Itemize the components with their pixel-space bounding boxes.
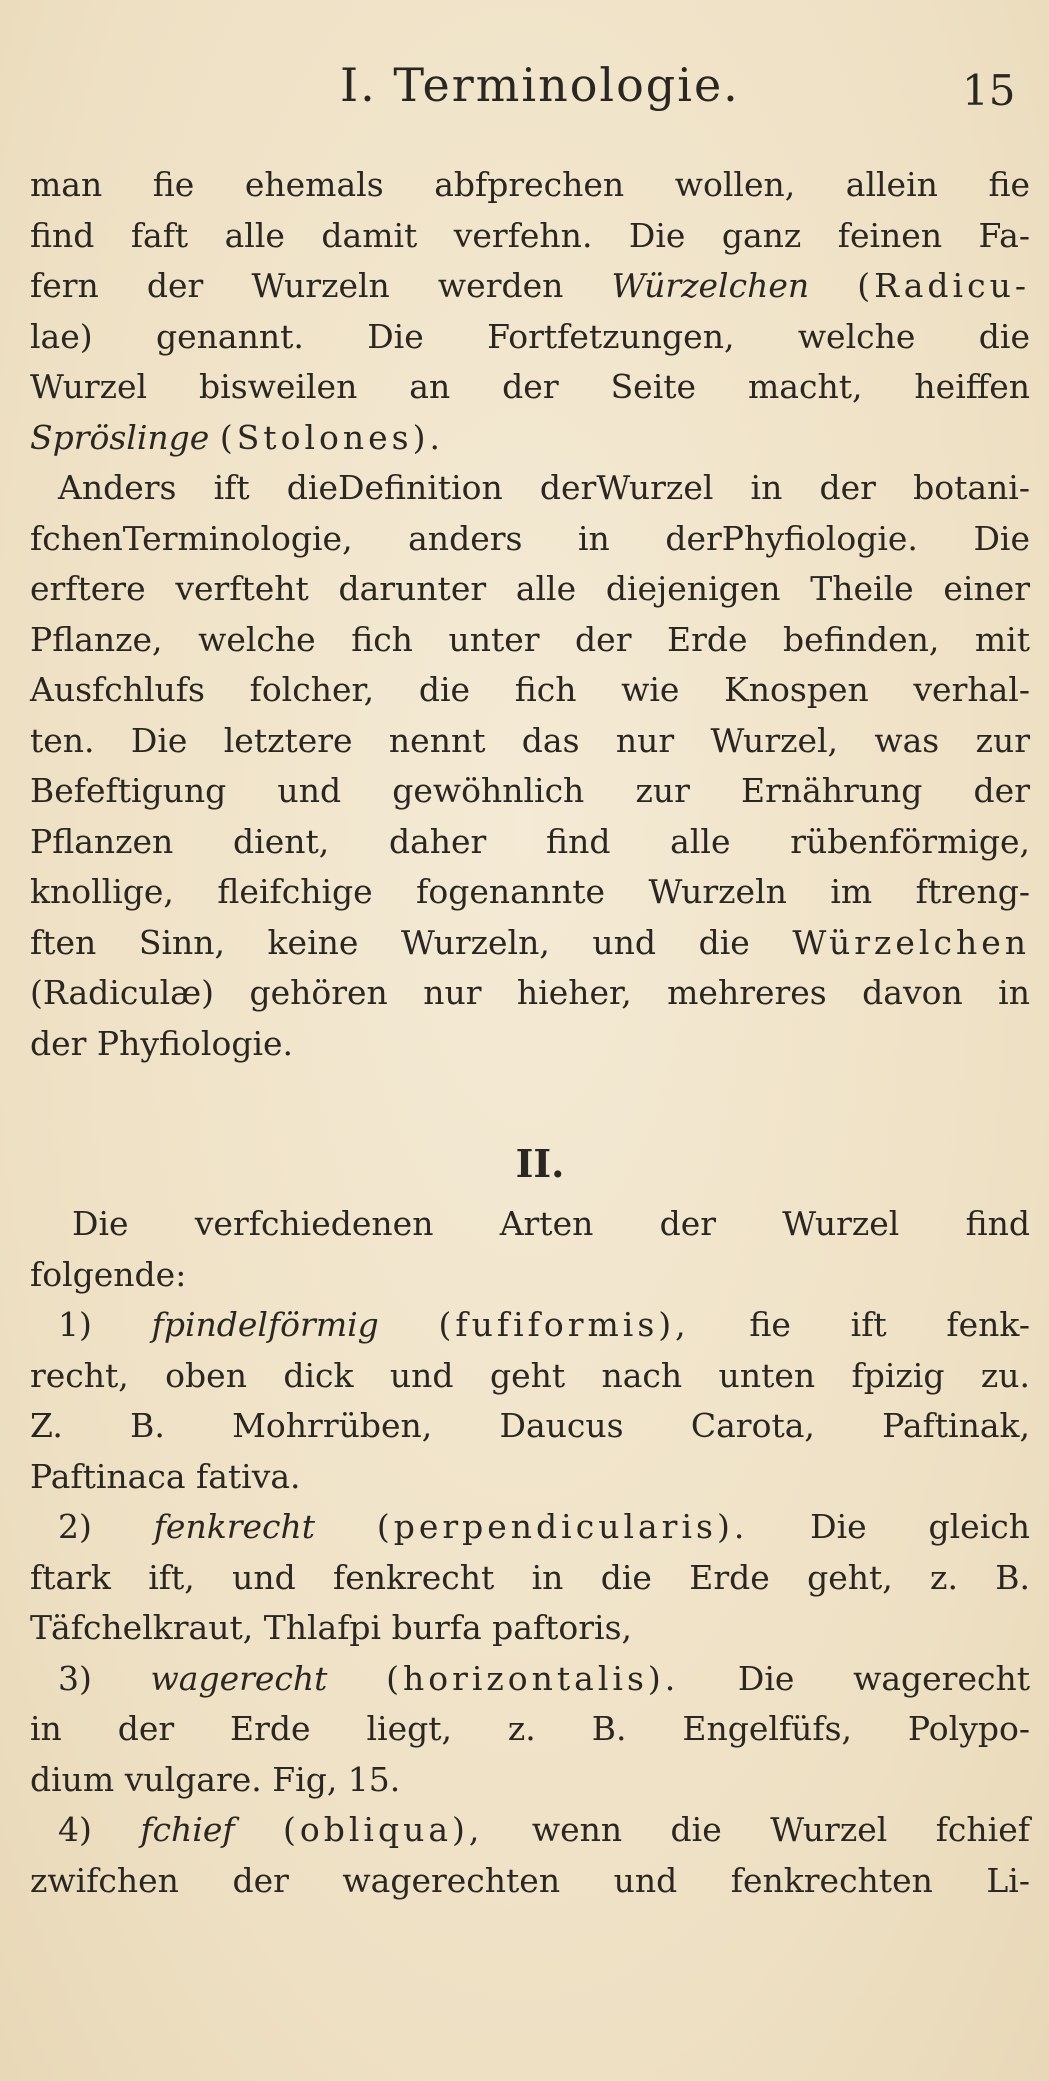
section-gap (30, 1069, 1030, 1129)
text-line: ftark ift, und fenkrecht in die Erde geht, z. B. (30, 1557, 1030, 1597)
text-line: lae) genannt. Die Fortfetzungen, welche die (30, 316, 1030, 356)
german-term-sproslinge: Spröslinge (30, 417, 210, 457)
item-term: fchief (140, 1810, 235, 1849)
item-latin: (horizontalis). (386, 1658, 680, 1698)
text-line: man fie ehemals abfprechen wollen, allein fie (30, 165, 1030, 204)
text-line: zwifchen der wagerechten und fenkrechten Li- (30, 1860, 1030, 1900)
item-text: Die wagerecht (737, 1658, 1030, 1698)
latin-term-stolones: (Stolones). (219, 417, 444, 457)
text-line: dium vulgare. Fig, 15. (30, 1759, 401, 1799)
german-term-wurzelchen: Würzelchen (611, 266, 810, 305)
item-term: wagerecht (150, 1658, 328, 1698)
text-line (30, 261, 1030, 312)
text-line: find faft alle damit verfehn. Die ganz feinen Fa- (30, 215, 1030, 255)
running-title: I. Terminologie. (340, 58, 740, 112)
list-item-first-line (30, 1805, 1030, 1856)
list-item-first-line (30, 1502, 1030, 1553)
text-line: erftere verfteht darunter alle diejenigen Theile einer (30, 569, 1030, 608)
text-line: fchenTerminologie, anders in derPhyfiologie. Die (30, 518, 1030, 558)
text-line: Täfchelkraut, Thlafpi burfa paftoris, (30, 1608, 633, 1647)
item-latin: (perpendicularis). (376, 1507, 749, 1546)
text-line: Pflanzen dient, daher find alle rübenförmige, (30, 821, 1030, 861)
text-fragment: fern der Wurzeln werden (30, 266, 564, 305)
list-item-first-line (30, 1300, 1030, 1351)
text-line: Die verfchiedenen Arten der Wurzel find (72, 1204, 1030, 1243)
item-term: fenkrecht (153, 1507, 315, 1546)
item-text: fie ift fenk- (749, 1305, 1030, 1344)
text-line: Pflanze, welche fich unter der Erde befinden, mit (30, 619, 1030, 659)
text-line: Wurzel bisweilen an der Seite macht, heiffen (30, 367, 1030, 406)
section-heading: II. (515, 1141, 565, 1186)
text-line: Befeftigung und gewöhnlich zur Ernährung der (30, 771, 1030, 810)
text-line (30, 413, 1030, 464)
item-latin: (fufiformis), (438, 1305, 690, 1344)
text-line: in der Erde liegt, z. B. Engelfüfs, Polypo- (30, 1709, 1030, 1748)
item-text: wenn die Wurzel fchief (531, 1810, 1030, 1849)
item-text: Die gleich (810, 1507, 1030, 1546)
item-number: 2) (58, 1507, 92, 1546)
item-number: 4) (58, 1810, 92, 1849)
text-line: Ausfchlufs folcher, die fich wie Knospen verhal- (30, 670, 1030, 709)
list-item-first-line (30, 1654, 1030, 1705)
german-term-wurzelchen: Würzelchen (792, 922, 1030, 962)
text-line: ten. Die letztere nennt das nur Wurzel, was zur (30, 720, 1030, 760)
body-text (30, 160, 1030, 1906)
text-line: Paftinaca fativa. (30, 1456, 301, 1496)
text-line: der Phyfiologie. (30, 1023, 294, 1063)
latin-term-radiculae: (Radicu- (857, 266, 1030, 305)
text-line: Z. B. Mohrrüben, Daucus Carota, Paftinak, (30, 1406, 1030, 1445)
text-line (30, 918, 1030, 969)
text-line: recht, oben dick und geht nach unten fpizig zu. (30, 1355, 1030, 1395)
item-latin: (obliqua), (283, 1810, 484, 1849)
item-term: fpindelförmig (151, 1305, 379, 1344)
text-line: folgende: (30, 1254, 187, 1294)
text-line: knollige, fleifchige fogenannte Wurzeln im ftreng- (30, 872, 1030, 911)
running-header (0, 58, 1049, 138)
item-number: 1) (58, 1305, 92, 1344)
item-number: 3) (58, 1658, 92, 1698)
page-number: 15 (962, 66, 1016, 115)
text-fragment: ften Sinn, keine Wurzeln, und die (30, 922, 750, 962)
text-line: (Radiculæ) gehören nur hieher, mehreres davon in (30, 973, 1030, 1012)
text-line: Anders ift dieDefinition derWurzel in der botani- (58, 468, 1030, 507)
